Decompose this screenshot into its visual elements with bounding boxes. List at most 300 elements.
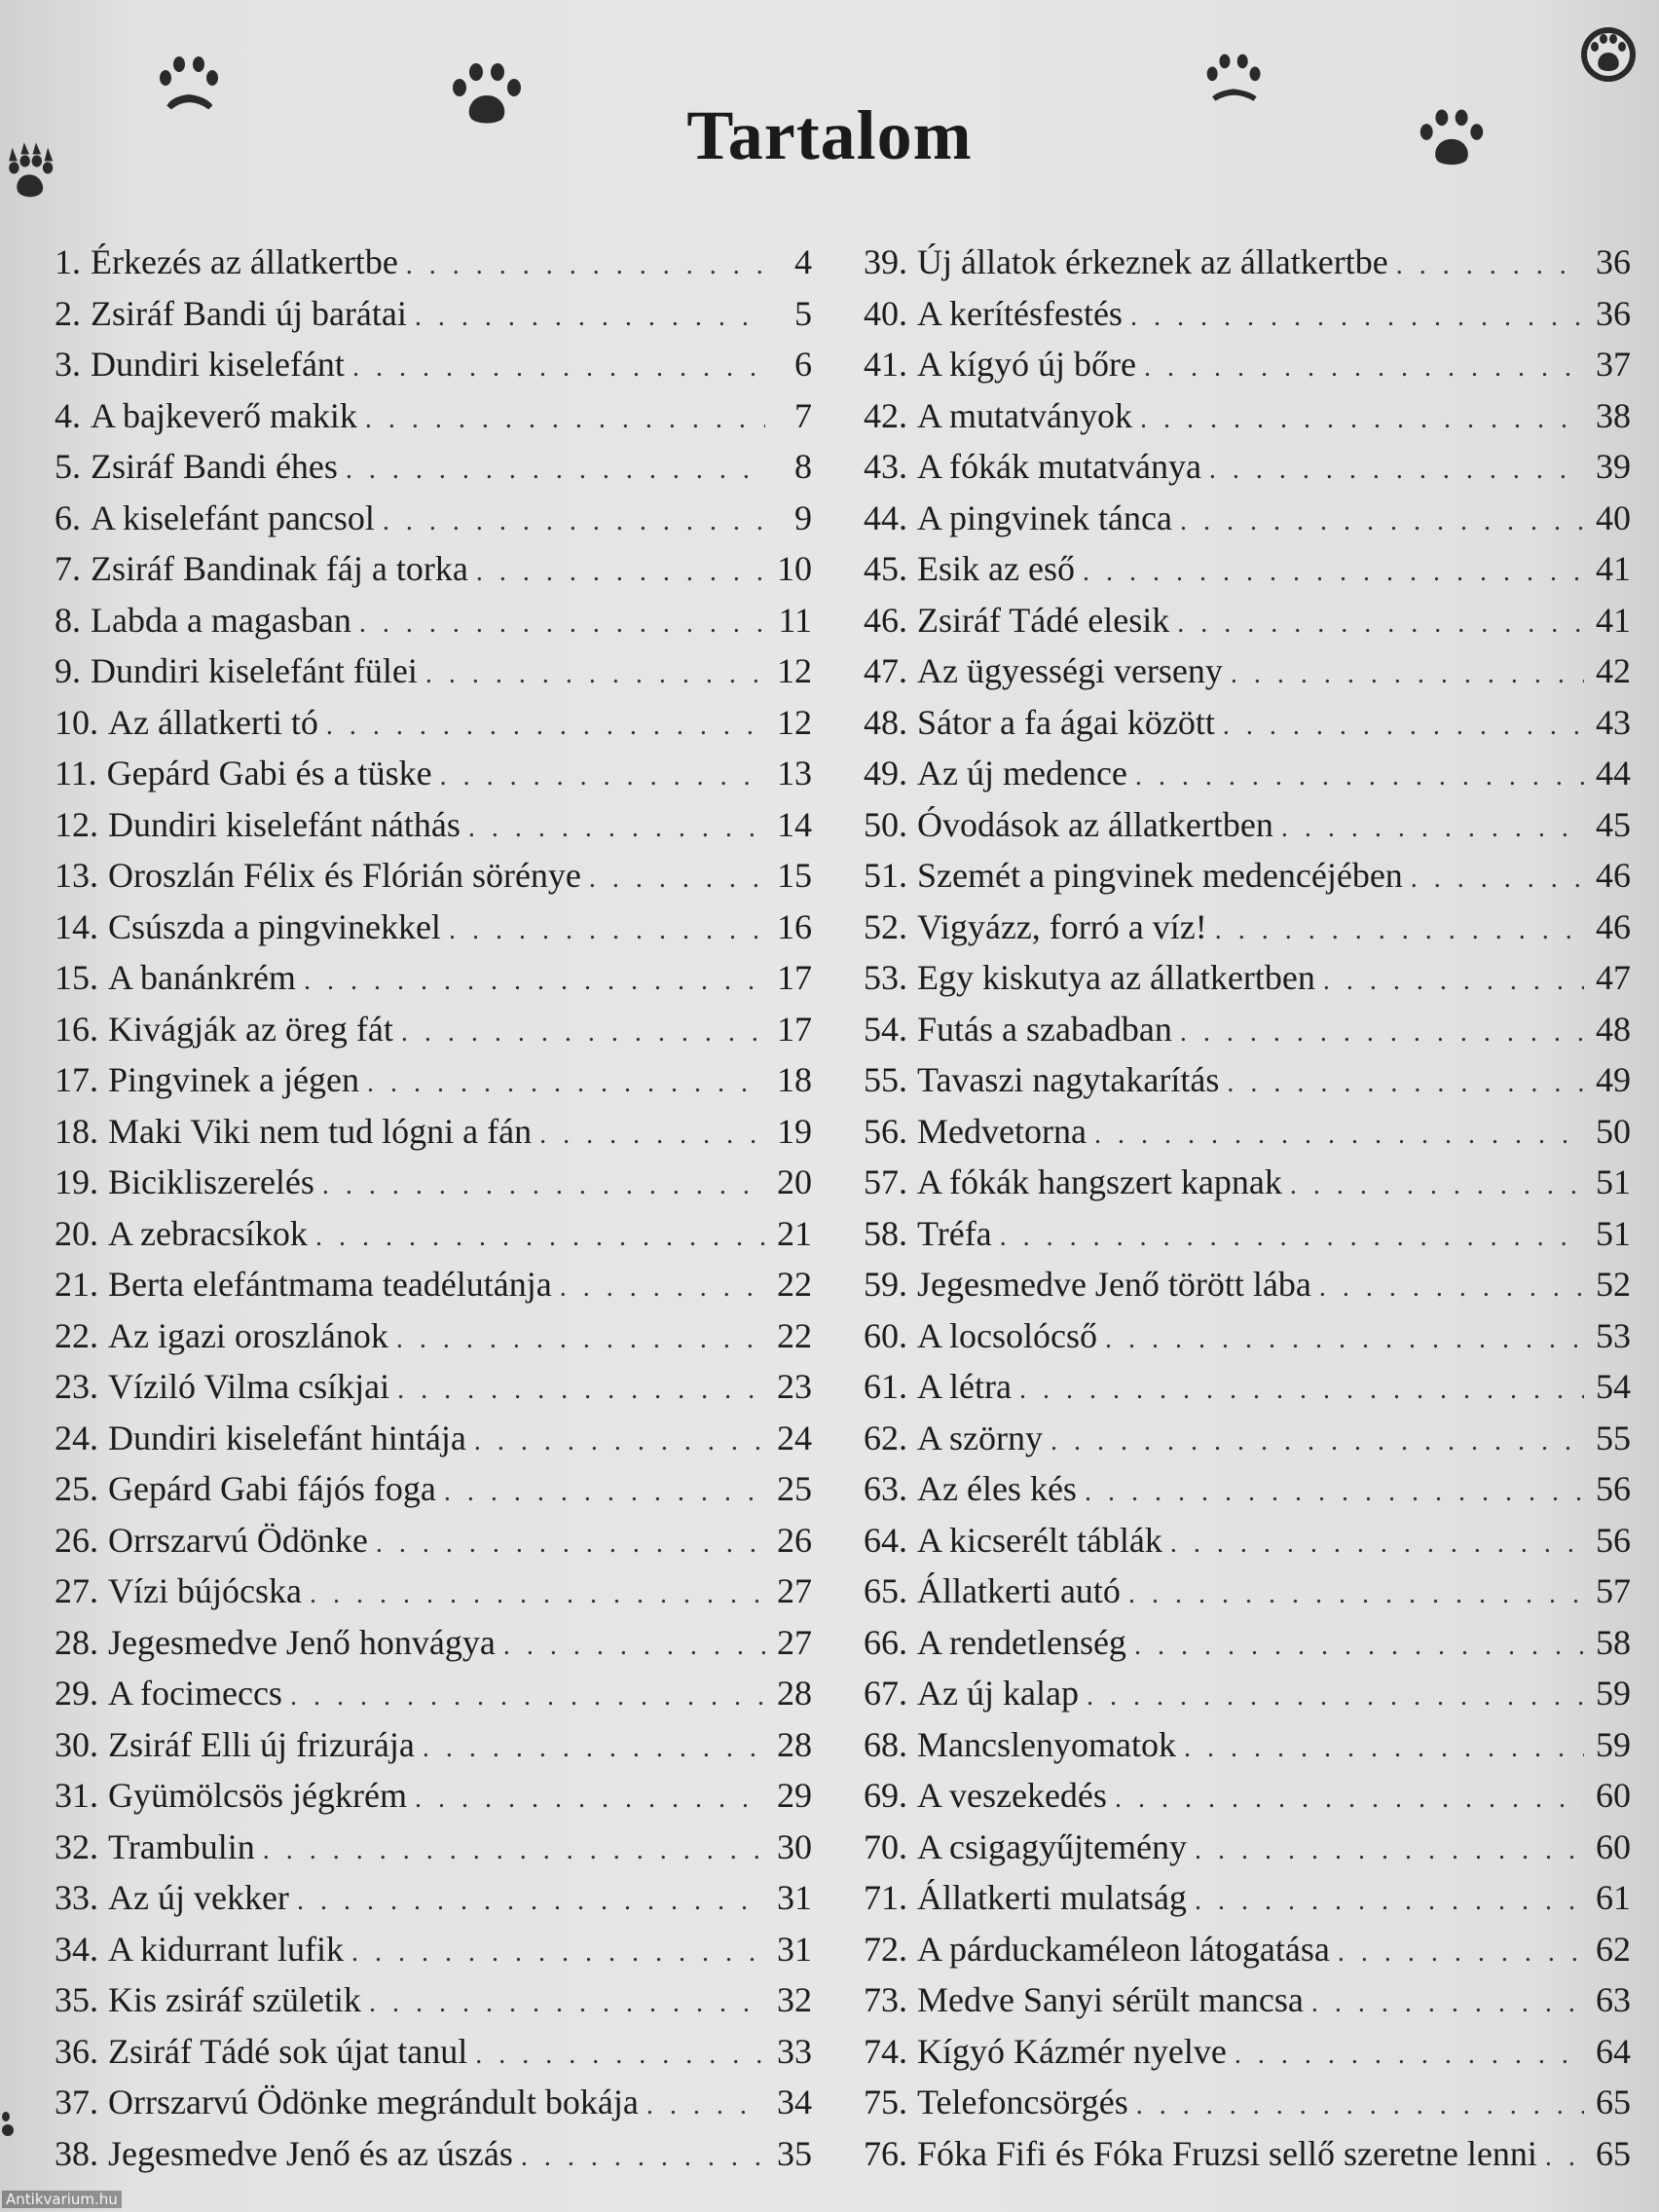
toc-dot-leader	[589, 854, 765, 904]
toc-dot-leader	[1411, 854, 1584, 904]
toc-entry-page: 46	[1596, 856, 1631, 895]
toc-entry-number: 59.	[864, 1265, 907, 1304]
toc-dot-leader	[263, 1825, 765, 1876]
toc-dot-leader	[1323, 956, 1584, 1007]
toc-entry-page: 32	[777, 1980, 812, 2019]
toc-entry	[55, 1924, 812, 1975]
toc-entry-page: 38	[1596, 395, 1631, 435]
toc-entry-page: 54	[1596, 1367, 1631, 1406]
toc-entry-page: 65	[1596, 2133, 1631, 2173]
toc-dot-leader	[1215, 905, 1584, 956]
toc-entry-title: Érkezés az állatkertbe	[91, 242, 398, 281]
toc-entry-page: 18	[777, 1060, 812, 1099]
toc-entry-page: 46	[1596, 906, 1631, 946]
toc-dot-leader	[1094, 1110, 1584, 1161]
toc-entry-page: 52	[1596, 1265, 1631, 1304]
toc-entry	[864, 902, 1631, 953]
page-title: Tartalom	[686, 96, 973, 175]
toc-entry	[864, 1361, 1631, 1413]
toc-entry-page: 4	[794, 242, 812, 281]
toc-entry-page: 7	[794, 395, 812, 435]
toc-entry	[55, 390, 812, 442]
toc-entry-title: Az éles kés	[917, 1469, 1077, 1508]
toc-entry	[864, 1974, 1631, 2026]
paw-print-icon	[1579, 23, 1638, 86]
toc-entry-title: A fókák hangszert kapnak	[917, 1162, 1282, 1201]
toc-entry-number: 22.	[55, 1315, 98, 1355]
toc-entry	[55, 952, 812, 1004]
toc-entry-number: 50.	[864, 804, 907, 844]
toc-entry-page: 36	[1596, 293, 1631, 333]
toc-dot-leader	[326, 701, 765, 752]
toc-entry-title: A veszekedés	[917, 1776, 1107, 1815]
toc-entry-number: 66.	[864, 1622, 907, 1662]
toc-entry	[55, 1208, 812, 1260]
toc-entry-page: 37	[1596, 345, 1631, 384]
toc-dot-leader	[351, 1928, 765, 1978]
toc-entry-title: Csúszda a pingvinekkel	[108, 906, 441, 946]
toc-entry-page: 21	[777, 1213, 812, 1253]
toc-entry-number: 14.	[55, 906, 98, 946]
toc-entry-page: 56	[1596, 1520, 1631, 1560]
toc-entry	[55, 595, 812, 646]
toc-entry-title: A szörny	[917, 1418, 1043, 1457]
toc-dot-leader	[423, 1723, 765, 1774]
toc-entry-number: 2.	[55, 293, 81, 333]
toc-entry-page: 22	[777, 1315, 812, 1355]
toc-entry-number: 65.	[864, 1571, 907, 1610]
toc-entry-page: 36	[1596, 242, 1631, 281]
toc-entry-title: Berta elefántmama teadélutánja	[108, 1265, 552, 1304]
toc-entry-title: A banánkrém	[108, 958, 296, 997]
toc-entry-number: 42.	[864, 395, 907, 435]
toc-entry	[864, 952, 1631, 1004]
toc-entry-number: 70.	[864, 1826, 907, 1866]
toc-entry-title: Fóka Fifi és Fóka Fruzsi sellő szeretne lenni	[917, 2133, 1537, 2173]
toc-entry-page: 39	[1596, 447, 1631, 486]
toc-entry-page: 6	[794, 345, 812, 384]
toc-entry-number: 51.	[864, 856, 907, 895]
toc-entry-number: 24.	[55, 1418, 98, 1457]
toc-dot-leader	[1128, 1569, 1584, 1620]
toc-dot-leader	[1134, 1621, 1584, 1672]
toc-entry-title: Zsiráf Tádé sok újat tanul	[108, 2031, 468, 2071]
toc-entry-number: 15.	[55, 958, 98, 997]
toc-entry	[864, 1004, 1631, 1055]
toc-entry-page: 51	[1596, 1213, 1631, 1253]
toc-dot-leader	[1083, 547, 1584, 598]
toc-entry-title: Dundiri kiselefánt fülei	[91, 651, 418, 690]
toc-entry-page: 16	[777, 906, 812, 946]
toc-entry-title: A locsolócső	[917, 1315, 1097, 1355]
toc-entry-number: 57.	[864, 1162, 907, 1201]
toc-dot-leader	[415, 292, 765, 343]
toc-column-left	[55, 237, 812, 2179]
toc-entry	[864, 1515, 1631, 1567]
toc-entry	[55, 1361, 812, 1413]
toc-entry-title: Az új medence	[917, 754, 1127, 793]
toc-entry	[55, 1004, 812, 1055]
toc-entry-number: 16.	[55, 1009, 98, 1049]
toc-entry	[864, 1054, 1631, 1106]
toc-entry-page: 34	[777, 2083, 812, 2121]
toc-entry-number: 21.	[55, 1265, 98, 1304]
toc-dot-leader	[560, 1263, 765, 1313]
toc-dot-leader	[1231, 649, 1584, 700]
toc-entry-title: Medvetorna	[917, 1111, 1087, 1151]
toc-entry	[55, 1974, 812, 2026]
toc-entry-title: Kis zsiráf születik	[108, 1980, 361, 2019]
toc-entry-title: Kivágják az öreg fát	[108, 1009, 393, 1049]
toc-entry	[55, 1770, 812, 1822]
toc-dot-leader	[397, 1365, 765, 1416]
toc-entry	[864, 237, 1631, 288]
toc-entry-page: 17	[777, 1009, 812, 1049]
toc-entry-page: 11	[778, 600, 812, 640]
toc-entry-title: Dundiri kiselefánt	[91, 345, 345, 384]
toc-dot-leader	[425, 649, 765, 700]
toc-dot-leader	[406, 240, 765, 291]
toc-entry-page: 28	[777, 1724, 812, 1764]
toc-entry-title: A kígyó új bőre	[917, 345, 1136, 384]
toc-entry-title: Kígyó Kázmér nyelve	[917, 2031, 1227, 2071]
toc-dot-leader	[383, 497, 765, 547]
toc-dot-leader	[1136, 2081, 1584, 2131]
toc-dot-leader	[1184, 1723, 1584, 1774]
toc-entry	[55, 1515, 812, 1567]
toc-entry	[864, 645, 1631, 697]
toc-entry	[864, 799, 1631, 851]
toc-dot-leader	[440, 752, 765, 802]
toc-entry-number: 60.	[864, 1315, 907, 1355]
toc-entry-title: A kiselefánt pancsol	[91, 498, 375, 537]
toc-entry-title: Medve Sanyi sérült mancsa	[917, 1980, 1304, 2019]
toc-entry-title: A kicserélt táblák	[917, 1520, 1162, 1560]
toc-entry-number: 7.	[55, 549, 81, 588]
toc-entry	[55, 441, 812, 493]
toc-entry-number: 36.	[55, 2031, 98, 2071]
toc-entry-page: 19	[777, 1111, 812, 1151]
toc-dot-leader	[1085, 1467, 1584, 1518]
toc-entry-page: 33	[777, 2031, 812, 2071]
toc-entry-page: 60	[1596, 1826, 1631, 1866]
toc-entry-title: Óvodások az állatkertben	[917, 804, 1273, 844]
toc-entry-number: 31.	[55, 1776, 98, 1815]
toc-entry-number: 17.	[55, 1060, 98, 1099]
toc-entry	[864, 339, 1631, 390]
toc-entry	[864, 2128, 1631, 2180]
toc-entry-number: 19.	[55, 1162, 98, 1201]
toc-dot-leader	[1235, 2030, 1584, 2081]
toc-entry-title: Dundiri kiselefánt náthás	[108, 804, 461, 844]
toc-entry-title: Egy kiskutya az állatkertben	[917, 958, 1315, 997]
toc-entry-title: A rendetlenség	[917, 1622, 1126, 1662]
toc-entry	[864, 493, 1631, 544]
toc-entry-number: 48.	[864, 702, 907, 742]
toc-dot-leader	[646, 2081, 765, 2131]
toc-dot-leader	[1180, 1008, 1584, 1058]
toc-dot-leader	[476, 547, 765, 598]
toc-entry-title: A csigagyűjtemény	[917, 1826, 1187, 1866]
toc-entry	[55, 2077, 812, 2128]
toc-entry-number: 64.	[864, 1520, 907, 1560]
toc-entry-page: 20	[777, 1162, 812, 1201]
toc-entry-title: Sátor a fa ágai között	[917, 702, 1215, 742]
toc-dot-leader	[1209, 445, 1584, 496]
toc-entry-title: Állatkerti mulatság	[917, 1878, 1187, 1917]
toc-entry-number: 34.	[55, 1929, 98, 1969]
toc-dot-leader	[1115, 1774, 1584, 1825]
toc-entry-number: 28.	[55, 1622, 98, 1662]
toc-entry-page: 10	[777, 549, 812, 588]
toc-entry-number: 69.	[864, 1776, 907, 1815]
toc-entry-number: 71.	[864, 1878, 907, 1917]
toc-entry	[55, 1413, 812, 1464]
toc-entry-page: 31	[777, 1878, 812, 1917]
toc-dot-leader	[1105, 1314, 1584, 1365]
toc-entry-number: 37.	[55, 2083, 98, 2121]
toc-entry	[55, 543, 812, 595]
toc-entry	[55, 645, 812, 697]
toc-entry-number: 27.	[55, 1571, 98, 1610]
toc-dot-leader	[1195, 1825, 1584, 1876]
toc-entry-number: 30.	[55, 1724, 98, 1764]
toc-entry	[864, 1924, 1631, 1975]
toc-entry-title: Zsiráf Tádé elesik	[917, 600, 1170, 640]
toc-entry	[864, 1770, 1631, 1822]
toc-entry	[864, 1566, 1631, 1617]
toc-entry-title: Jegesmedve Jenő törött lába	[917, 1265, 1311, 1304]
toc-entry-page: 28	[777, 1674, 812, 1713]
toc-entry-title: Az új kalap	[917, 1674, 1079, 1713]
toc-dot-leader	[1140, 394, 1584, 445]
toc-entry	[55, 850, 812, 902]
toc-entry-page: 14	[777, 804, 812, 844]
toc-entry-title: Telefoncsörgés	[917, 2083, 1128, 2121]
toc-entry-number: 58.	[864, 1213, 907, 1253]
toc-entry-title: Gyümölcsös jégkrém	[108, 1776, 407, 1815]
toc-entry-page: 41	[1596, 549, 1631, 588]
toc-dot-leader	[346, 445, 765, 496]
toc-entry-title: Pingvinek a jégen	[108, 1060, 359, 1099]
toc-entry	[55, 1822, 812, 1873]
toc-entry-page: 29	[777, 1776, 812, 1815]
toc-dot-leader	[1195, 1876, 1584, 1927]
toc-entry	[864, 1310, 1631, 1362]
toc-entry-title: Gepárd Gabi fájós foga	[108, 1469, 436, 1508]
toc-entry-title: A létra	[917, 1367, 1012, 1406]
toc-entry-number: 26.	[55, 1520, 98, 1560]
toc-dot-leader	[1000, 1212, 1584, 1263]
toc-entry-page: 59	[1596, 1724, 1631, 1764]
toc-entry-title: A pingvinek tánca	[917, 498, 1172, 537]
toc-entry-page: 17	[777, 958, 812, 997]
toc-entry-title: Trambulin	[108, 1826, 255, 1866]
toc-entry-number: 20.	[55, 1213, 98, 1253]
toc-entry-title: Maki Viki nem tud lógni a fán	[108, 1111, 533, 1151]
toc-dot-leader	[1290, 1161, 1584, 1211]
toc-entry-number: 53.	[864, 958, 907, 997]
toc-entry-title: Az állatkerti tó	[108, 702, 318, 742]
toc-dot-leader	[367, 1058, 765, 1109]
toc-entry-page: 41	[1596, 600, 1631, 640]
toc-entry-title: Állatkerti autó	[917, 1571, 1121, 1610]
toc-entry-number: 18.	[55, 1111, 98, 1151]
toc-entry	[55, 902, 812, 953]
toc-entry-page: 22	[777, 1265, 812, 1304]
toc-dot-leader	[365, 394, 765, 445]
toc-entry	[55, 1872, 812, 1924]
toc-dot-leader	[1281, 803, 1584, 854]
toc-dot-leader	[304, 956, 765, 1007]
toc-entry-page: 25	[777, 1469, 812, 1508]
toc-entry-page: 64	[1596, 2031, 1631, 2071]
toc-entry	[55, 1463, 812, 1515]
toc-entry	[864, 390, 1631, 442]
toc-dot-leader	[521, 2132, 765, 2183]
toc-dot-leader	[1135, 752, 1584, 802]
toc-entry-number: 74.	[864, 2031, 907, 2071]
toc-entry	[55, 799, 812, 851]
toc-entry-number: 72.	[864, 1929, 907, 1969]
toc-entry-title: Zsiráf Bandi éhes	[91, 447, 338, 486]
toc-dot-leader	[297, 1876, 765, 1927]
toc-entry-page: 47	[1596, 958, 1631, 997]
toc-entry-page: 30	[777, 1826, 812, 1866]
toc-entry-title: Mancslenyomatok	[917, 1724, 1176, 1764]
toc-entry-number: 49.	[864, 754, 907, 793]
toc-entry-number: 12.	[55, 804, 98, 844]
toc-entry-number: 33.	[55, 1878, 98, 1917]
toc-entry	[55, 2128, 812, 2180]
toc-entry-page: 58	[1596, 1622, 1631, 1662]
toc-entry	[55, 697, 812, 749]
toc-entry-title: Zsiráf Bandi új barátai	[91, 293, 407, 333]
toc-entry-number: 25.	[55, 1469, 98, 1508]
toc-entry-title: Gepárd Gabi és a tüske	[106, 754, 432, 793]
toc-dot-leader	[468, 803, 765, 854]
toc-entry-number: 4.	[55, 395, 81, 435]
toc-entry-number: 61.	[864, 1367, 907, 1406]
toc-entry-page: 62	[1596, 1929, 1631, 1969]
toc-entry	[864, 543, 1631, 595]
toc-entry-title: Jegesmedve Jenő honvágya	[108, 1622, 496, 1662]
toc-dot-leader	[310, 1569, 765, 1620]
toc-entry-page: 56	[1596, 1469, 1631, 1508]
toc-entry-number: 55.	[864, 1060, 907, 1099]
toc-entry-title: Az ügyességi verseny	[917, 651, 1223, 690]
toc-entry-page: 27	[777, 1571, 812, 1610]
toc-entry-title: Az igazi oroszlánok	[108, 1315, 388, 1355]
toc-dot-leader	[1180, 497, 1584, 547]
toc-entry-page: 13	[777, 754, 812, 793]
toc-dot-leader	[1019, 1365, 1584, 1416]
toc-entry-number: 6.	[55, 498, 81, 537]
toc-entry-page: 35	[777, 2133, 812, 2173]
toc-entry	[55, 1310, 812, 1362]
toc-entry-title: Labda a magasban	[91, 600, 351, 640]
toc-dot-leader	[1319, 1263, 1584, 1313]
toc-dot-leader	[322, 1161, 765, 1211]
toc-entry-page: 51	[1596, 1162, 1631, 1201]
toc-dot-leader	[415, 1774, 765, 1825]
toc-dot-leader	[503, 1621, 765, 1672]
toc-entry-number: 8.	[55, 600, 81, 640]
toc-entry-page: 63	[1596, 1980, 1631, 2019]
toc-entry-number: 29.	[55, 1674, 98, 1713]
toc-entry-number: 13.	[55, 856, 98, 895]
toc-entry-page: 48	[1596, 1009, 1631, 1049]
toc-entry-page: 61	[1596, 1878, 1631, 1917]
toc-entry-number: 9.	[55, 651, 81, 690]
toc-dot-leader	[539, 1110, 765, 1161]
toc-entry-title: Az új vekker	[108, 1878, 289, 1917]
toc-dot-leader	[1311, 1978, 1584, 2029]
toc-entry-title: Futás a szabadban	[917, 1009, 1172, 1049]
toc-entry-number: 32.	[55, 1826, 98, 1866]
toc-entry	[864, 748, 1631, 799]
toc-entry	[55, 288, 812, 340]
toc-entry-number: 39.	[864, 242, 907, 281]
toc-entry	[864, 1157, 1631, 1208]
toc-entry-number: 38.	[55, 2133, 98, 2173]
toc-dot-leader	[1396, 240, 1584, 291]
toc-entry-title: Dundiri kiselefánt hintája	[108, 1418, 466, 1457]
toc-entry-number: 47.	[864, 651, 907, 690]
toc-entry	[55, 1566, 812, 1617]
toc-entry-page: 55	[1596, 1418, 1631, 1457]
toc-entry-title: A fókák mutatványa	[917, 447, 1201, 486]
toc-entry-title: Új állatok érkeznek az állatkertbe	[917, 242, 1388, 281]
toc-entry-number: 62.	[864, 1418, 907, 1457]
toc-entry-number: 11.	[55, 754, 97, 793]
toc-dot-leader	[1087, 1672, 1584, 1722]
toc-entry	[864, 1413, 1631, 1464]
toc-entry	[55, 493, 812, 544]
toc-entry-page: 44	[1596, 754, 1631, 793]
toc-entry-page: 45	[1596, 804, 1631, 844]
toc-entry-title: Szemét a pingvinek medencéjében	[917, 856, 1403, 895]
toc-entry-title: Orrszarvú Ödönke	[108, 1520, 368, 1560]
toc-dot-leader	[1223, 701, 1584, 752]
toc-entry-title: Oroszlán Félix és Flórián sörénye	[108, 856, 581, 895]
toc-entry-title: A mutatványok	[917, 395, 1132, 435]
toc-entry-number: 10.	[55, 702, 98, 742]
toc-entry	[864, 1106, 1631, 1158]
toc-entry-number: 46.	[864, 600, 907, 640]
toc-entry-page: 50	[1596, 1111, 1631, 1151]
toc-dot-leader	[1130, 292, 1584, 343]
toc-dot-leader	[1227, 1058, 1584, 1109]
toc-entry-page: 31	[777, 1929, 812, 1969]
toc-dot-leader	[359, 599, 765, 649]
toc-entry-page: 5	[794, 293, 812, 333]
toc-entry-title: Bicikliszerelés	[108, 1162, 314, 1201]
toc-entry-number: 35.	[55, 1980, 98, 2019]
toc-column-right	[864, 237, 1631, 2179]
toc-entry-title: Esik az eső	[917, 549, 1075, 588]
toc-entry	[864, 1617, 1631, 1669]
toc-entry-number: 3.	[55, 345, 81, 384]
toc-entry-page: 8	[794, 447, 812, 486]
toc-entry	[55, 748, 812, 799]
toc-entry-number: 73.	[864, 1980, 907, 2019]
toc-entry-title: Vízi bújócska	[108, 1571, 302, 1610]
toc-entry-title: Tavaszi nagytakarítás	[917, 1060, 1220, 1099]
toc-dot-leader	[449, 905, 765, 956]
toc-entry-page: 53	[1596, 1315, 1631, 1355]
toc-entry	[864, 1463, 1631, 1515]
